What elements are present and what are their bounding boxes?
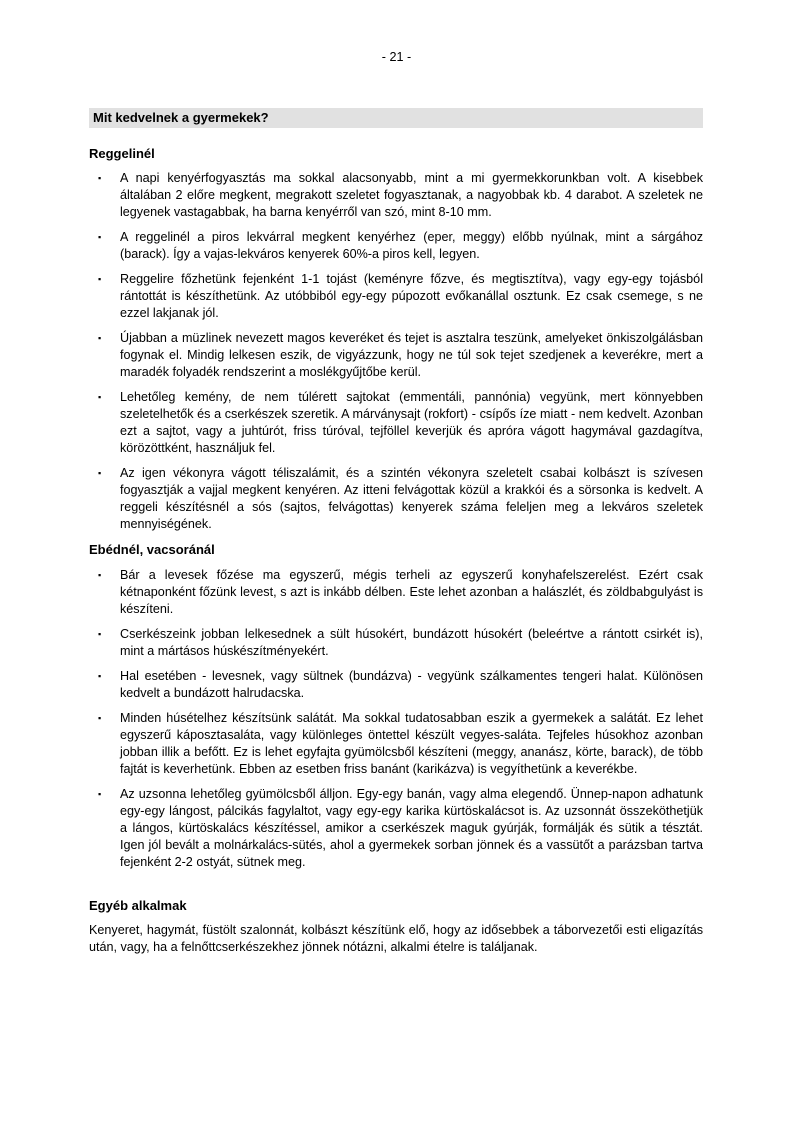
bullet-text: A reggelinél a piros lekvárral megkent kenyérhez (eper, meggy) előbb nyúlnak, mint a sárgához (barack). Így a vajas-lekváros kenyerek 60%-a piros kell, legyen.	[120, 230, 703, 261]
bullet-item	[89, 271, 703, 322]
bullet-icon: ▪	[98, 333, 102, 343]
bullet-item	[89, 567, 703, 618]
section-banner	[89, 108, 703, 128]
bullet-item	[89, 229, 703, 263]
bullet-text: Hal esetében - levesnek, vagy sültnek (bundázva) - vegyünk szálkamentes tengeri halat. Különösen kedvelt a bundázott halrudacska.	[120, 669, 703, 700]
bullet-text: Az uzsonna lehetőleg gyümölcsből álljon. Egy-egy banán, vagy alma elegendő. Ünnep-napon adhatunk egy-egy lángost, pálcikás fagylaltot, vagy egy-egy karika kürtöskalácsot is. Az uzsonnát összeköthetjük a lángos, kürtöskalács készítéssel, amikor a cserkészek maguk gyúrják, formálják és sütik a tésztát. Igen jól bevált a molnárkalács-sütés, ahol a gyermekek sorban jönnek és a vassütőt a parázsban tartva fejenként 2-2 ostyát, sütnek meg.	[120, 787, 703, 869]
section-other-occasions	[89, 897, 703, 956]
bullet-text: Cserkészeink jobban lelkesednek a sült húsokért, bundázott húsokért (beleértve a rántott csirkét is), mint a mártásos húskészítményekért.	[120, 627, 703, 658]
bullet-icon: ▪	[98, 173, 102, 183]
bullet-icon: ▪	[98, 789, 102, 799]
bullet-icon: ▪	[98, 468, 102, 478]
section-heading-breakfast: Reggelinél	[89, 146, 155, 161]
body-paragraph: Kenyeret, hagymát, füstölt szalonnát, kolbászt készítünk elő, hogy az idősebbek a táborvezetői esti eligazítás után, vagy, ha a felnőttcserkészekhez jönnek nótázni, alkalmi ételre is találjanak.	[89, 923, 703, 954]
bullet-text: Reggelire főzhetünk fejenként 1-1 tojást (keményre főzve, és megtisztítva), vagy egy-egy tojásból rántottát is készíthetünk. Az utóbbiból egy-egy púpozott evőkanállal osztunk. Ez csak csemege, s ne ezzel lakjanak jól.	[120, 272, 703, 320]
bullet-text: Újabban a müzlinek nevezett magos keveréket és tejet is asztalra teszünk, amelyeket önkiszolgálásban fogynak el. Mindig lelkesen eszik, de vigyázzunk, hogy ne túl sok tejet szedjenek a keverékre, mert a maradék folyadék rendszerint a moslékgyűjtőbe kerül.	[120, 331, 703, 379]
section-lunch-dinner	[89, 541, 703, 871]
bullet-item	[89, 330, 703, 381]
bullet-icon: ▪	[98, 274, 102, 284]
bullet-icon: ▪	[98, 671, 102, 681]
banner-title: Mit kedvelnek a gyermekek?	[93, 110, 269, 125]
section-heading-other-occasions: Egyéb alkalmak	[89, 898, 187, 913]
bullet-icon: ▪	[98, 713, 102, 723]
bullet-item	[89, 786, 703, 871]
document-content	[89, 145, 703, 956]
bullet-icon: ▪	[98, 570, 102, 580]
bullet-text: Minden húsételhez készítsünk salátát. Ma sokkal tudatosabban eszik a gyermekek a salátát. Ez lehet egyszerű káposztasaláta, vagy különleges öntettel készült vegyes-saláta. Tejfeles húsokhoz azonban jobban illik a befőtt. Ez is lehet egyfajta gyümölcsből készíteni (meggy, ananász, körte, barack), de több fajtát is keverhetünk. Ebben az esetben friss banánt (karikázva) is vegyíthetünk a keverékbe.	[120, 711, 703, 776]
bullet-icon: ▪	[98, 232, 102, 242]
section-heading-lunch-dinner: Ebédnél, vacsoránál	[89, 542, 215, 557]
bullet-item	[89, 465, 703, 533]
bullet-text: Az igen vékonyra vágott téliszalámit, és a szintén vékonyra szeletelt csabai kolbászt is szívesen fogyasztják a vajjal megkent kenyéren. Az itteni felvágottak közül a krakkói és a sörsonka is kedvelt. A reggeli készítésnél a sós (sajtos, felvágottas) kenyerek száma feleljen meg a lekváros szeletek mennyiségének.	[120, 466, 703, 531]
bullet-text: A napi kenyérfogyasztás ma sokkal alacsonyabb, mint a mi gyermekkorunkban volt. A kisebbek általában 2 előre megkent, megrakott szeletet fogyasztanak, a nagyobbak kb. 4 darabot. A szeletek ne legyenek vastagabbak, ha barna kenyérről van szó, mint 8-10 mm.	[120, 171, 703, 219]
bullet-item	[89, 668, 703, 702]
bullet-icon: ▪	[98, 392, 102, 402]
bullet-item	[89, 710, 703, 778]
section-breakfast	[89, 145, 703, 533]
bullet-item	[89, 389, 703, 457]
page-number: - 21 -	[381, 50, 412, 64]
bullet-item	[89, 626, 703, 660]
bullet-item	[89, 170, 703, 221]
bullet-text: Lehetőleg kemény, de nem túlérett sajtokat (emmentáli, pannónia) vegyünk, mert könnyebben szeletelhetők és a cserkészek szeretik. A márványsajt (rokfort) - csípős íze miatt - nem kedvelt. Azonban ezt a sajtot, vagy a juhtúrót, friss túróval, tejföllel keverjük és apróra vágott hagymával gazdagítva, körözöttként, használjuk fel.	[120, 390, 703, 455]
bullet-icon: ▪	[98, 629, 102, 639]
bullet-text: Bár a levesek főzése ma egyszerű, mégis terheli az egyszerű konyhafelszerelést. Ezért csak kétnaponként főzünk levest, s azt is inkább délben. Este lehet azonban a halászlét, és zöldbabgulyást is készíteni.	[120, 568, 703, 616]
